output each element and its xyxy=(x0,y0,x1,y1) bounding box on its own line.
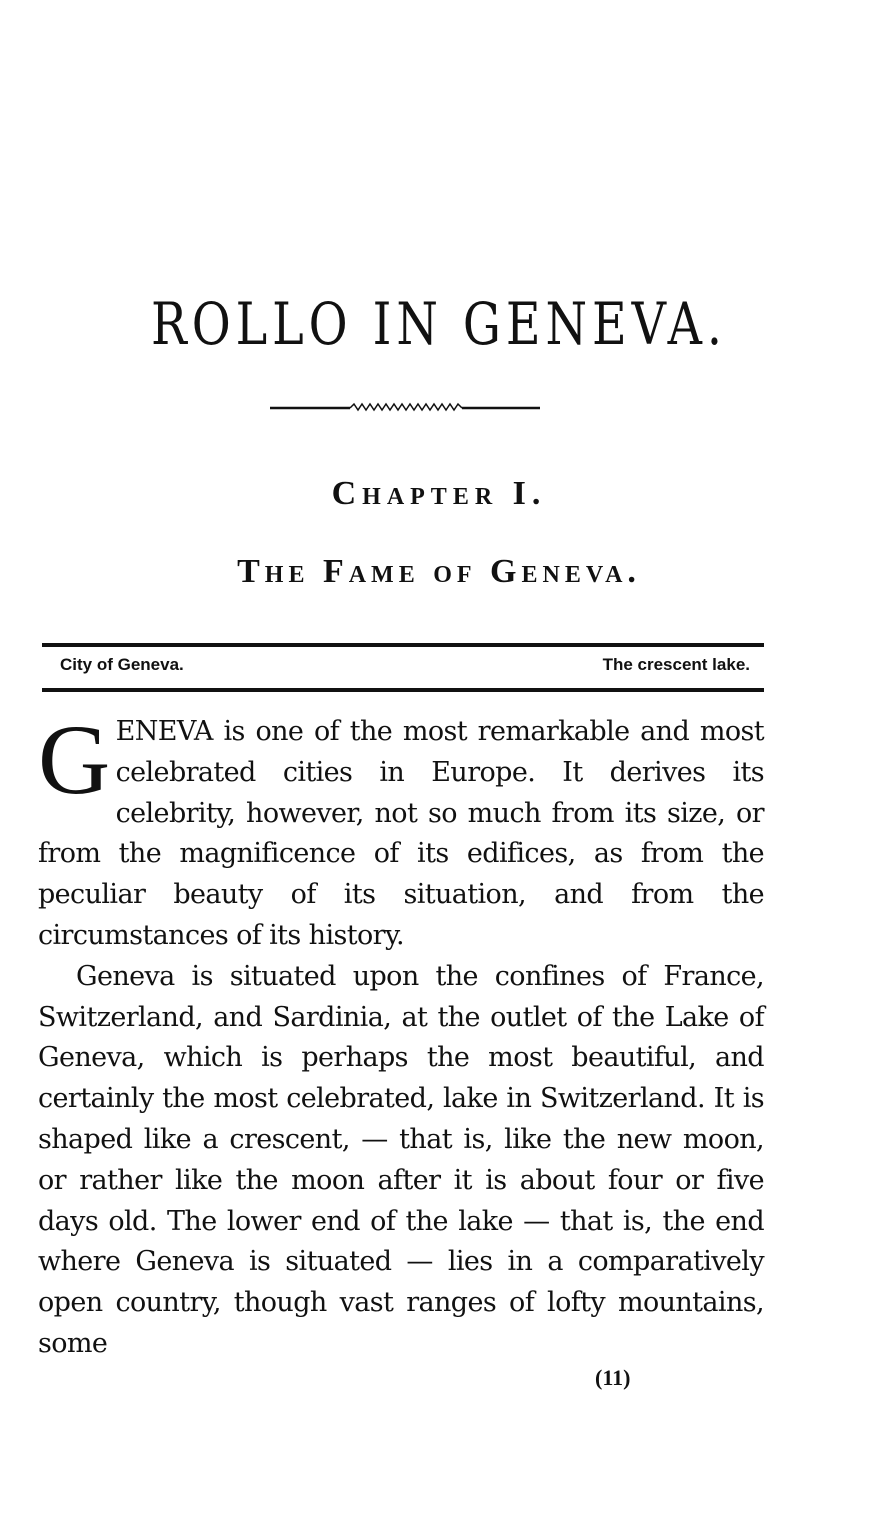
headnote-left: City of Geneva. xyxy=(60,655,184,674)
title-ornament xyxy=(270,398,540,414)
headnote-top-rule xyxy=(42,643,764,647)
paragraph-2: Geneva is situated upon the confines of France, Switzerland, and Sardinia, at the outlet of the Lake of Geneva, which is perhaps the most beautiful, and certainly the most celebrated, lake in Switzerland. It is shaped like a crescent, — that is, like the new moon, or rather like the moon after it is about four or five days old. The lower end of the lake — that is, the end where Geneva is situated — lies in a comparatively open country, though vast ranges of lofty mountains, some xyxy=(38,960,764,1359)
headnote xyxy=(60,655,750,675)
chapter-title: The Fame of Geneva. xyxy=(237,553,641,590)
paragraph-1-text: ENEVA is one of the most remarkable and most celebrated cities in Europe. It derives its celebrity, however, not so much from its size, or from the magnificence of its edifices, as from the peculiar beauty of its situation, and from the circumstances of its history. xyxy=(38,716,764,951)
page-number: (11) xyxy=(595,1365,631,1390)
chapter-number: Chapter I. xyxy=(331,475,547,512)
drop-cap: G xyxy=(38,704,110,815)
body-text xyxy=(38,704,764,1365)
paragraph-1 xyxy=(38,704,764,957)
book-title: ROLLO IN GENEVA. xyxy=(151,290,727,358)
headnote-right: The crescent lake. xyxy=(602,655,750,674)
headnote-bottom-rule xyxy=(42,688,764,692)
